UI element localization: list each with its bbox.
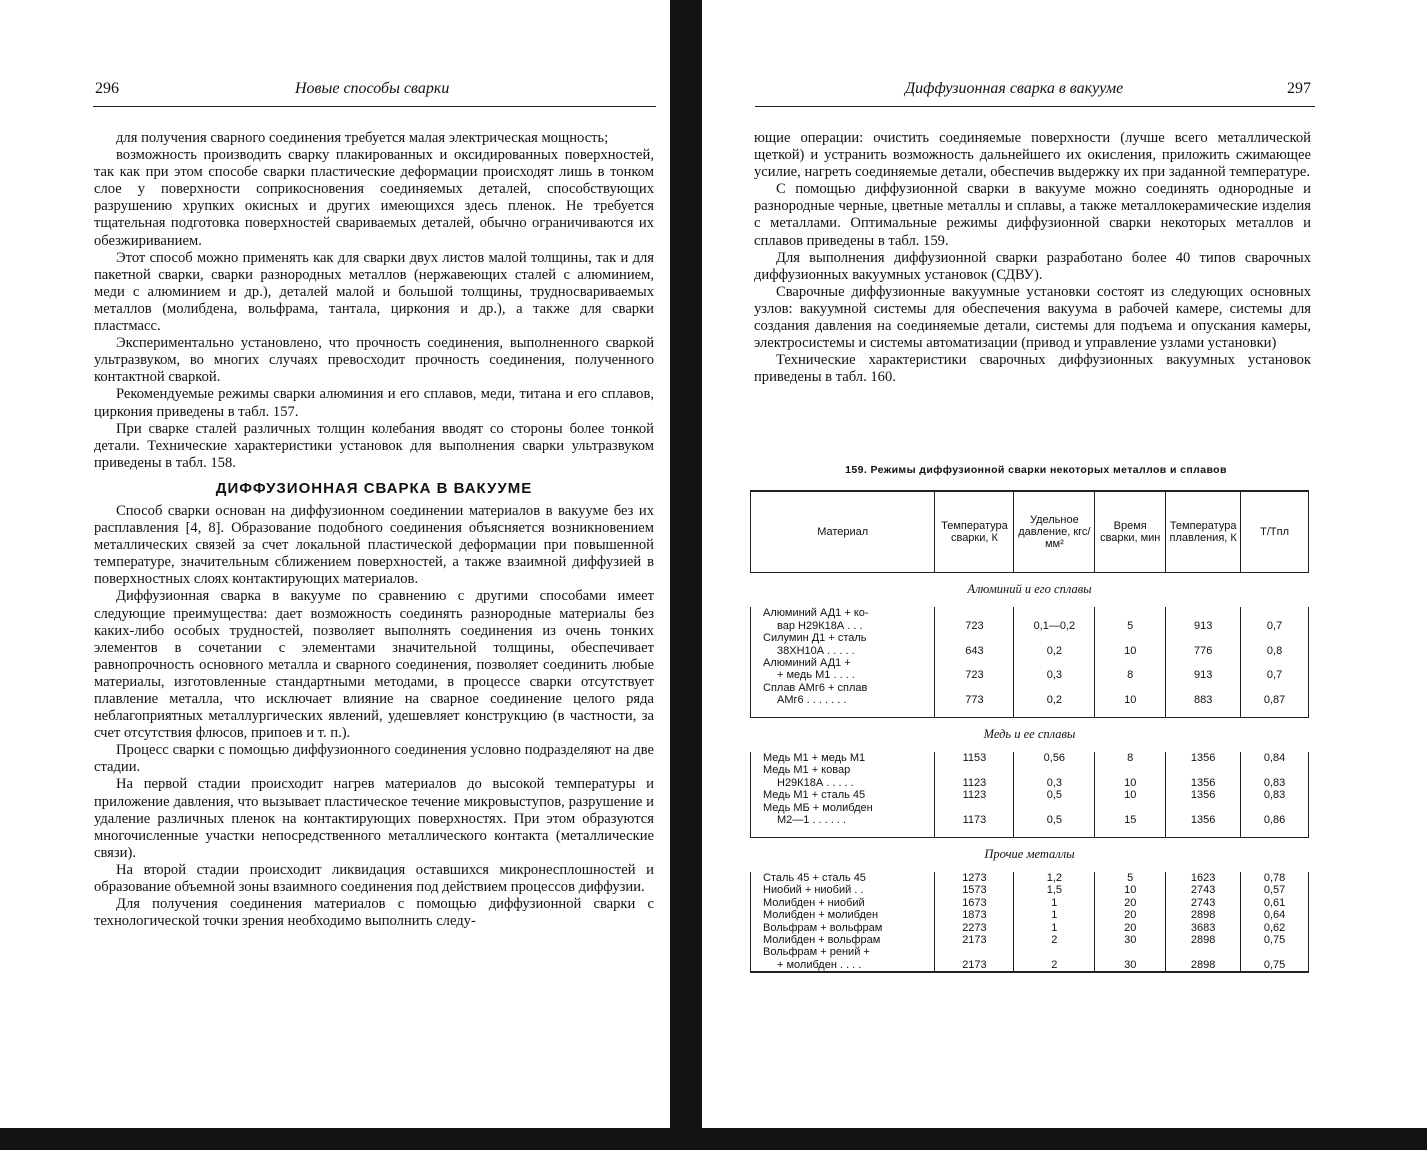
left-running-title: Новые способы сварки [295, 80, 450, 97]
spacer-cell [1166, 707, 1241, 718]
spacer-cell [1241, 827, 1309, 838]
table-row [751, 884, 1309, 896]
value-cell-t: 2173 [935, 946, 1014, 972]
value-cell-t: 1153 [935, 752, 1014, 764]
spacer-cell [1095, 707, 1166, 718]
material-cell [751, 897, 935, 909]
value-cell-t: 1123 [935, 764, 1014, 789]
value-cell-t: 773 [935, 682, 1014, 707]
col-header-ratio: T/Tпл [1241, 491, 1309, 573]
value-cell-time: 8 [1095, 657, 1166, 682]
table-row [751, 632, 1309, 657]
table-body [751, 573, 1309, 973]
material-cell [751, 764, 935, 789]
value-cell-r: 0,87 [1241, 682, 1309, 707]
value-cell-time: 5 [1095, 872, 1166, 884]
value-cell-r: 0,7 [1241, 607, 1309, 632]
value-cell-p: 1,5 [1014, 884, 1095, 896]
paragraph: Способ сварки основан на диффузионном соединении материалов в вакууме без их расплавления [4, 8]. Образование подобного соединения объясняется возникновением металлических связей за счет локальной пластической деформации при повышенной температуре, значительным сближением поверхностей, а также взаимной диффузией в поверхностных слоях контактирующих материалов. [94, 502, 654, 588]
left-page-header [95, 80, 655, 102]
material-cell [751, 946, 935, 972]
material-line: Вольфрам + вольфрам [763, 921, 883, 934]
value-cell-r: 0,57 [1241, 884, 1309, 896]
value-cell-p: 0,5 [1014, 789, 1095, 801]
value-cell-tm: 1356 [1166, 802, 1241, 827]
value-cell-r: 0,75 [1241, 946, 1309, 972]
table-row [751, 946, 1309, 972]
right-running-title: Диффузионная сварка в вакууме [905, 80, 1124, 97]
paragraph: Этот способ можно применять как для сварки двух листов малой толщины, так и для пакетной сварки, сварки разнородных металлов (нержавеющих сталей с алюминием, меди с алюминием и др.), деталей малой и большой толщины, трудносвариваемых металлов (молибдена, вольфрама, тантала, циркония и др.), а также для сварки пластмасс. [94, 249, 654, 335]
material-cell [751, 934, 935, 946]
paragraph: Для выполнения диффузионной сварки разработано более 40 типов сварочных диффузионных вакуумных установок (СДВУ). [754, 249, 1311, 283]
table-group-title: Алюминий и его сплавы [967, 582, 1092, 596]
value-cell-r: 0,62 [1241, 922, 1309, 934]
material-line: Медь М1 + сталь 45 [763, 789, 866, 802]
value-cell-tm: 3683 [1166, 922, 1241, 934]
table-row [751, 764, 1309, 789]
value-cell-p: 0,2 [1014, 682, 1095, 707]
value-cell-tm: 913 [1166, 607, 1241, 632]
value-cell-p: 2 [1014, 934, 1095, 946]
value-cell-t: 1573 [935, 884, 1014, 896]
value-cell-time: 10 [1095, 789, 1166, 801]
material-line: Медь М1 + ковар [763, 764, 851, 777]
left-page-number: 296 [95, 80, 119, 97]
value-cell-time: 10 [1095, 632, 1166, 657]
material-line: Силумин Д1 + сталь [763, 632, 867, 645]
value-cell-t: 2173 [935, 934, 1014, 946]
col-header-pressure: Удельное давление, кгс/мм² [1014, 491, 1095, 573]
value-cell-time: 30 [1095, 946, 1166, 972]
value-cell-t: 2273 [935, 922, 1014, 934]
value-cell-r: 0,84 [1241, 752, 1309, 764]
col-header-time: Время сварки, мин [1095, 491, 1166, 573]
paragraph: Экспериментально установлено, что прочность соединения, выполненного сваркой ультразвуком, во многих случаях превосходит прочность соединения, полученного контактной сваркой. [94, 335, 654, 386]
spacer-cell [1166, 827, 1241, 838]
value-cell-time: 20 [1095, 909, 1166, 921]
value-cell-r: 0,61 [1241, 897, 1309, 909]
material-cell [751, 922, 935, 934]
material-line: Н29К18А . . . . . [777, 776, 854, 789]
value-cell-tm: 2898 [1166, 909, 1241, 921]
material-line: Молибден + вольфрам [763, 933, 881, 946]
material-line: АМг6 . . . . . . . [777, 694, 847, 707]
material-line: М2—1 . . . . . . [777, 814, 847, 827]
value-cell-time: 15 [1095, 802, 1166, 827]
value-cell-p: 0,3 [1014, 657, 1095, 682]
col-header-weld-temp: Температура сварки, К [935, 491, 1014, 573]
value-cell-p: 0,1—0,2 [1014, 607, 1095, 632]
left-page [0, 0, 672, 1128]
value-cell-time: 8 [1095, 752, 1166, 764]
table-group-title: Прочие металлы [984, 846, 1075, 861]
value-cell-r: 0,75 [1241, 934, 1309, 946]
spacer-cell [751, 707, 935, 718]
value-cell-p: 1 [1014, 922, 1095, 934]
value-cell-r: 0,83 [1241, 764, 1309, 789]
value-cell-t: 723 [935, 657, 1014, 682]
left-body-text [94, 130, 654, 930]
value-cell-tm: 1356 [1166, 789, 1241, 801]
paragraph: для получения сварного соединения требуется малая электрическая мощность; [116, 130, 609, 146]
material-cell [751, 789, 935, 801]
value-cell-r: 0,83 [1241, 789, 1309, 801]
table-row [751, 657, 1309, 682]
value-cell-tm: 2743 [1166, 897, 1241, 909]
table-row [751, 789, 1309, 801]
value-cell-p: 1,2 [1014, 872, 1095, 884]
value-cell-time: 20 [1095, 897, 1166, 909]
right-page-header [905, 80, 1315, 102]
col-header-melt-temp: Температура плавления, К [1166, 491, 1241, 573]
table-row [751, 752, 1309, 764]
col-header-material: Материал [751, 491, 935, 573]
value-cell-tm: 776 [1166, 632, 1241, 657]
value-cell-tm: 2743 [1166, 884, 1241, 896]
value-cell-time: 20 [1095, 922, 1166, 934]
table-group-title: Медь и ее сплавы [983, 726, 1076, 741]
table-spacer-row [751, 827, 1309, 838]
paragraph: При сварке сталей различных толщин колебания вводят со стороны более тонкой детали. Технические характеристики установок для выполнения сварки ультразвуком приведены в табл. 158. [94, 420, 654, 471]
value-cell-tm: 1623 [1166, 872, 1241, 884]
value-cell-p: 1 [1014, 897, 1095, 909]
value-cell-t: 1173 [935, 802, 1014, 827]
value-cell-t: 1873 [935, 909, 1014, 921]
paragraph: Технические характеристики сварочных диффузионных вакуумных установок приведены в табл. 160. [754, 352, 1311, 386]
right-page-number: 297 [1287, 80, 1311, 97]
paragraph: Для получения соединения материалов с помощью диффузионной сварки с технологической точки зрения необходимо выполнить следу- [94, 896, 654, 930]
value-cell-p: 1 [1014, 909, 1095, 921]
material-cell [751, 909, 935, 921]
value-cell-r: 0,78 [1241, 872, 1309, 884]
scan-bottom-shadow [0, 1128, 1427, 1150]
section-heading: ДИФФУЗИОННАЯ СВАРКА В ВАКУУМЕ [215, 479, 533, 497]
value-cell-time: 10 [1095, 682, 1166, 707]
value-cell-r: 0,64 [1241, 909, 1309, 921]
table-row [751, 934, 1309, 946]
material-cell [751, 657, 935, 682]
value-cell-t: 643 [935, 632, 1014, 657]
table-caption: 159. Режимы диффузионной сварки некоторых металлов и сплавов [845, 464, 1227, 476]
material-cell [751, 607, 935, 632]
table-row [751, 909, 1309, 921]
spacer-cell [751, 827, 935, 838]
paragraph: Диффузионная сварка в вакууме по сравнению с другими способами имеет следующие преимущества: дает возможность соединять разнородные материалы без каких-либо особых трудностей, позволяет выполнять соединения из очень тонких элементов в сочетании с элементами значительной толщины, обеспечивает равнопрочность основного металла и сварного соединения, позволяет соединить любые материалы, изготовленные стандартными методами, в процессе сварки отсутствует плавление металла, что исключает влияние на сварное соединение целого ряда неблагоприятных металлургических явлений, удешевляет конструкцию (в частности, за счет отсутствия флюсов, припоев и т. п.). [94, 588, 654, 742]
spacer-cell [935, 827, 1014, 838]
value-cell-tm: 1356 [1166, 752, 1241, 764]
material-line: Алюминий АД1 + [763, 657, 851, 670]
value-cell-p: 0,5 [1014, 802, 1095, 827]
value-cell-tm: 883 [1166, 682, 1241, 707]
paragraph: Процесс сварки с помощью диффузионного соединения условно подразделяют на две стадии. [94, 742, 654, 776]
value-cell-p: 0,2 [1014, 632, 1095, 657]
value-cell-p: 2 [1014, 946, 1095, 972]
value-cell-tm: 2898 [1166, 946, 1241, 972]
table-row [751, 607, 1309, 632]
table-row [751, 872, 1309, 884]
value-cell-t: 1273 [935, 872, 1014, 884]
paragraph: возможность производить сварку плакированных и оксидированных поверхностей, так как при этом способе сварки пластические деформации происходят лишь в тонком слое у поверхности соприкосновения соединяемых деталей, способствующих разрушению хрупких окисных и других имеющихся здесь пленок. Не требуется тщательная подготовка поверхностей свариваемых деталей, обычно ограничиваются их обезжириванием. [94, 147, 654, 249]
material-line: + молибден . . . . [777, 958, 862, 971]
paragraph: С помощью диффузионной сварки в вакууме можно соединять однородные и разнородные черные, цветные металлы и сплавы, а также металлокерамические изделия с металлами. Оптимальные режимы диффузионной сварки некоторых металлов и сплавов приведены в табл. 159. [754, 181, 1311, 249]
value-cell-time: 10 [1095, 884, 1166, 896]
right-header-rule [755, 106, 1315, 107]
table-row [751, 897, 1309, 909]
material-cell [751, 632, 935, 657]
left-header-rule [93, 106, 656, 107]
material-line: Ниобий + ниобий . . [763, 884, 864, 897]
table-row [751, 682, 1309, 707]
paragraph: Сварочные диффузионные вакуумные установки состоят из следующих основных узлов: вакуумной системы для обеспечения вакуума в рабочей камере, системы для создания давления на соединяемые детали, системы для подъема и опускания камеры, электросистемы и системы автоматизации (привод и управление узлами установки) [754, 283, 1311, 352]
value-cell-time: 30 [1095, 934, 1166, 946]
spacer-cell [1014, 827, 1095, 838]
material-cell [751, 802, 935, 827]
material-cell [751, 752, 935, 764]
value-cell-p: 0,3 [1014, 764, 1095, 789]
welding-modes-table [750, 490, 1309, 973]
table-row [751, 922, 1309, 934]
material-line: вар Н29К18А . . . [777, 619, 863, 632]
value-cell-time: 5 [1095, 607, 1166, 632]
spacer-cell [1014, 707, 1095, 718]
material-line: Алюминий АД1 + ко- [763, 607, 869, 620]
material-cell [751, 872, 935, 884]
material-cell [751, 884, 935, 896]
value-cell-r: 0,8 [1241, 632, 1309, 657]
value-cell-r: 0,7 [1241, 657, 1309, 682]
material-line: Молибден + ниобий [763, 896, 865, 909]
material-line: Сплав АМг6 + сплав [763, 681, 868, 694]
value-cell-r: 0,86 [1241, 802, 1309, 827]
spacer-cell [935, 707, 1014, 718]
paragraph: На второй стадии происходит ликвидация оставшихся микронесплошностей и образование объемной зоны взаимного соединения под действием процессов диффузии. [94, 861, 654, 896]
table-row [751, 802, 1309, 827]
book-gutter-shadow [670, 0, 702, 1128]
spacer-cell [1095, 827, 1166, 838]
value-cell-tm: 2898 [1166, 934, 1241, 946]
material-line: Медь МБ + молибден [763, 801, 873, 814]
material-line: Медь М1 + медь М1 [763, 752, 866, 765]
value-cell-tm: 913 [1166, 657, 1241, 682]
spacer-cell [1241, 707, 1309, 718]
material-line: Молибден + молибден [763, 909, 879, 922]
value-cell-p: 0,56 [1014, 752, 1095, 764]
table-group-row [751, 837, 1309, 872]
material-line: Сталь 45 + сталь 45 [763, 871, 866, 884]
table-group-row [751, 717, 1309, 752]
table-header-row [751, 491, 1309, 573]
table-group-row [751, 573, 1309, 608]
material-line: + медь М1 . . . . [777, 669, 855, 682]
paragraph: На первой стадии происходит нагрев материалов до высокой температуры и приложение давления, что вызывает пластическое течение микровыступов, разрушение и удаление различных пленок на контактирующих поверхностях. При этом образуются многочисленные участки непосредственного металлического контакта (металлические связи). [94, 776, 654, 861]
right-body-text [754, 130, 1311, 386]
paragraph: Рекомендуемые режимы сварки алюминия и его сплавов, меди, титана и его сплавов, циркония приведены в табл. 157. [94, 386, 654, 420]
value-cell-t: 723 [935, 607, 1014, 632]
material-line: 38ХН10А . . . . . [777, 644, 855, 657]
value-cell-time: 10 [1095, 764, 1166, 789]
value-cell-t: 1673 [935, 897, 1014, 909]
value-cell-tm: 1356 [1166, 764, 1241, 789]
material-cell [751, 682, 935, 707]
paragraph: ющие операции: очистить соединяемые поверхности (лучше всего металлической щеткой) и устранить возможность дальнейшего их окисления, приложить сжимающее усилие, нагреть соединяемые детали, обеспечив выдержку их при заданной температуре. [754, 130, 1311, 181]
material-line: Вольфрам + рений + [763, 946, 870, 959]
value-cell-t: 1123 [935, 789, 1014, 801]
table-spacer-row [751, 707, 1309, 718]
